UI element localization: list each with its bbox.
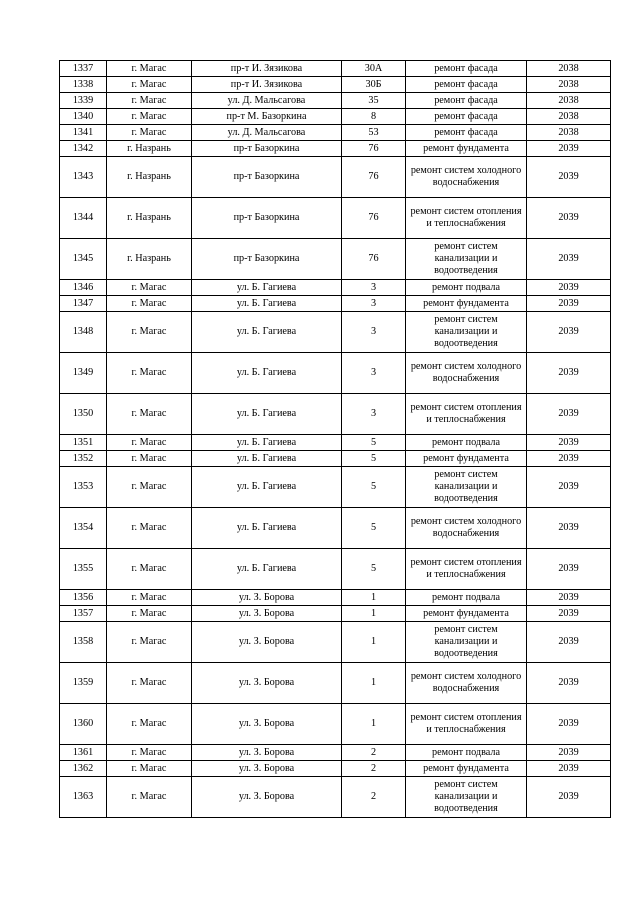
house-number-cell: 30Б xyxy=(342,77,406,93)
work-type-cell: ремонт подвала xyxy=(406,745,527,761)
year-cell: 2038 xyxy=(527,61,611,77)
row-number-cell: 1352 xyxy=(60,451,107,467)
house-number-cell: 1 xyxy=(342,606,406,622)
house-number-cell: 76 xyxy=(342,157,406,198)
row-number-cell: 1343 xyxy=(60,157,107,198)
street-cell: пр-т Базоркина xyxy=(192,239,342,280)
city-cell: г. Назрань xyxy=(107,239,192,280)
city-cell: г. Магас xyxy=(107,394,192,435)
city-cell: г. Магас xyxy=(107,508,192,549)
city-cell: г. Магас xyxy=(107,280,192,296)
street-cell: пр-т Базоркина xyxy=(192,198,342,239)
work-type-cell: ремонт систем холодного водоснабжения xyxy=(406,157,527,198)
street-cell: ул. З. Борова xyxy=(192,590,342,606)
house-number-cell: 5 xyxy=(342,451,406,467)
row-number-cell: 1345 xyxy=(60,239,107,280)
street-cell: ул. З. Борова xyxy=(192,777,342,818)
house-number-cell: 1 xyxy=(342,622,406,663)
house-number-cell: 3 xyxy=(342,353,406,394)
street-cell: ул. З. Борова xyxy=(192,663,342,704)
table-row xyxy=(60,93,611,109)
street-cell: ул. Б. Гагиева xyxy=(192,296,342,312)
year-cell: 2039 xyxy=(527,280,611,296)
house-number-cell: 3 xyxy=(342,394,406,435)
table-row xyxy=(60,109,611,125)
city-cell: г. Магас xyxy=(107,61,192,77)
year-cell: 2039 xyxy=(527,451,611,467)
table-row xyxy=(60,745,611,761)
city-cell: г. Магас xyxy=(107,549,192,590)
work-type-cell: ремонт систем канализации и водоотведения xyxy=(406,467,527,508)
table-body xyxy=(60,61,611,818)
house-number-cell: 1 xyxy=(342,704,406,745)
house-number-cell: 53 xyxy=(342,125,406,141)
street-cell: ул. Б. Гагиева xyxy=(192,451,342,467)
street-cell: ул. Б. Гагиева xyxy=(192,353,342,394)
street-cell: ул. З. Борова xyxy=(192,606,342,622)
house-number-cell: 3 xyxy=(342,280,406,296)
table-row xyxy=(60,467,611,508)
work-type-cell: ремонт фасада xyxy=(406,61,527,77)
work-type-cell: ремонт фундамента xyxy=(406,761,527,777)
house-number-cell: 5 xyxy=(342,435,406,451)
table-row xyxy=(60,61,611,77)
year-cell: 2039 xyxy=(527,312,611,353)
row-number-cell: 1363 xyxy=(60,777,107,818)
row-number-cell: 1358 xyxy=(60,622,107,663)
work-type-cell: ремонт систем канализации и водоотведения xyxy=(406,622,527,663)
work-type-cell: ремонт систем отопления и теплоснабжения xyxy=(406,198,527,239)
work-type-cell: ремонт систем холодного водоснабжения xyxy=(406,353,527,394)
house-number-cell: 76 xyxy=(342,141,406,157)
work-type-cell: ремонт систем отопления и теплоснабжения xyxy=(406,704,527,745)
city-cell: г. Магас xyxy=(107,77,192,93)
year-cell: 2039 xyxy=(527,590,611,606)
street-cell: пр-т М. Базоркина xyxy=(192,109,342,125)
city-cell: г. Магас xyxy=(107,704,192,745)
repair-schedule-table xyxy=(59,60,611,818)
house-number-cell: 2 xyxy=(342,761,406,777)
year-cell: 2039 xyxy=(527,761,611,777)
city-cell: г. Магас xyxy=(107,606,192,622)
row-number-cell: 1341 xyxy=(60,125,107,141)
city-cell: г. Магас xyxy=(107,777,192,818)
house-number-cell: 1 xyxy=(342,590,406,606)
work-type-cell: ремонт фундамента xyxy=(406,141,527,157)
house-number-cell: 3 xyxy=(342,296,406,312)
house-number-cell: 5 xyxy=(342,508,406,549)
table-row xyxy=(60,157,611,198)
house-number-cell: 3 xyxy=(342,312,406,353)
row-number-cell: 1356 xyxy=(60,590,107,606)
table-row xyxy=(60,549,611,590)
year-cell: 2038 xyxy=(527,125,611,141)
row-number-cell: 1354 xyxy=(60,508,107,549)
table-row xyxy=(60,353,611,394)
street-cell: ул. Б. Гагиева xyxy=(192,435,342,451)
table-row xyxy=(60,77,611,93)
year-cell: 2039 xyxy=(527,435,611,451)
street-cell: пр-т И. Зязикова xyxy=(192,61,342,77)
work-type-cell: ремонт систем канализации и водоотведения xyxy=(406,312,527,353)
house-number-cell: 5 xyxy=(342,467,406,508)
city-cell: г. Магас xyxy=(107,109,192,125)
year-cell: 2039 xyxy=(527,606,611,622)
table-row xyxy=(60,435,611,451)
work-type-cell: ремонт систем отопления и теплоснабжения xyxy=(406,394,527,435)
table-row xyxy=(60,508,611,549)
table-row xyxy=(60,296,611,312)
city-cell: г. Магас xyxy=(107,312,192,353)
street-cell: ул. З. Борова xyxy=(192,761,342,777)
table-row xyxy=(60,239,611,280)
house-number-cell: 2 xyxy=(342,777,406,818)
street-cell: ул. Б. Гагиева xyxy=(192,394,342,435)
year-cell: 2038 xyxy=(527,109,611,125)
street-cell: ул. Б. Гагиева xyxy=(192,467,342,508)
table-row xyxy=(60,198,611,239)
house-number-cell: 8 xyxy=(342,109,406,125)
city-cell: г. Магас xyxy=(107,467,192,508)
house-number-cell: 35 xyxy=(342,93,406,109)
row-number-cell: 1348 xyxy=(60,312,107,353)
row-number-cell: 1337 xyxy=(60,61,107,77)
year-cell: 2039 xyxy=(527,296,611,312)
row-number-cell: 1355 xyxy=(60,549,107,590)
street-cell: ул. Д. Мальсагова xyxy=(192,125,342,141)
street-cell: пр-т И. Зязикова xyxy=(192,77,342,93)
year-cell: 2038 xyxy=(527,93,611,109)
table-row xyxy=(60,141,611,157)
table-row xyxy=(60,704,611,745)
row-number-cell: 1349 xyxy=(60,353,107,394)
street-cell: ул. Б. Гагиева xyxy=(192,549,342,590)
row-number-cell: 1362 xyxy=(60,761,107,777)
street-cell: пр-т Базоркина xyxy=(192,141,342,157)
row-number-cell: 1342 xyxy=(60,141,107,157)
row-number-cell: 1360 xyxy=(60,704,107,745)
street-cell: ул. З. Борова xyxy=(192,745,342,761)
work-type-cell: ремонт систем канализации и водоотведения xyxy=(406,239,527,280)
year-cell: 2039 xyxy=(527,353,611,394)
work-type-cell: ремонт фасада xyxy=(406,109,527,125)
year-cell: 2039 xyxy=(527,622,611,663)
year-cell: 2039 xyxy=(527,549,611,590)
row-number-cell: 1346 xyxy=(60,280,107,296)
row-number-cell: 1351 xyxy=(60,435,107,451)
year-cell: 2039 xyxy=(527,239,611,280)
work-type-cell: ремонт систем холодного водоснабжения xyxy=(406,508,527,549)
house-number-cell: 30А xyxy=(342,61,406,77)
work-type-cell: ремонт подвала xyxy=(406,590,527,606)
house-number-cell: 76 xyxy=(342,198,406,239)
year-cell: 2039 xyxy=(527,663,611,704)
table-row xyxy=(60,280,611,296)
year-cell: 2039 xyxy=(527,157,611,198)
year-cell: 2039 xyxy=(527,508,611,549)
row-number-cell: 1339 xyxy=(60,93,107,109)
street-cell: ул. Б. Гагиева xyxy=(192,312,342,353)
year-cell: 2039 xyxy=(527,777,611,818)
street-cell: ул. Б. Гагиева xyxy=(192,280,342,296)
city-cell: г. Магас xyxy=(107,451,192,467)
city-cell: г. Назрань xyxy=(107,157,192,198)
year-cell: 2038 xyxy=(527,77,611,93)
year-cell: 2039 xyxy=(527,745,611,761)
table-row xyxy=(60,606,611,622)
table-row xyxy=(60,590,611,606)
house-number-cell: 76 xyxy=(342,239,406,280)
city-cell: г. Магас xyxy=(107,125,192,141)
table-row xyxy=(60,663,611,704)
city-cell: г. Назрань xyxy=(107,141,192,157)
table-row xyxy=(60,451,611,467)
street-cell: ул. З. Борова xyxy=(192,622,342,663)
work-type-cell: ремонт подвала xyxy=(406,280,527,296)
row-number-cell: 1357 xyxy=(60,606,107,622)
work-type-cell: ремонт подвала xyxy=(406,435,527,451)
table-row xyxy=(60,777,611,818)
work-type-cell: ремонт фасада xyxy=(406,125,527,141)
row-number-cell: 1350 xyxy=(60,394,107,435)
city-cell: г. Магас xyxy=(107,435,192,451)
work-type-cell: ремонт фасада xyxy=(406,77,527,93)
street-cell: ул. Б. Гагиева xyxy=(192,508,342,549)
city-cell: г. Магас xyxy=(107,663,192,704)
year-cell: 2039 xyxy=(527,704,611,745)
table-row xyxy=(60,761,611,777)
table-row xyxy=(60,312,611,353)
work-type-cell: ремонт фасада xyxy=(406,93,527,109)
work-type-cell: ремонт систем канализации и водоотведения xyxy=(406,777,527,818)
table-row xyxy=(60,394,611,435)
row-number-cell: 1347 xyxy=(60,296,107,312)
city-cell: г. Магас xyxy=(107,353,192,394)
city-cell: г. Назрань xyxy=(107,198,192,239)
year-cell: 2039 xyxy=(527,198,611,239)
year-cell: 2039 xyxy=(527,467,611,508)
work-type-cell: ремонт фундамента xyxy=(406,606,527,622)
street-cell: ул. З. Борова xyxy=(192,704,342,745)
street-cell: пр-т Базоркина xyxy=(192,157,342,198)
row-number-cell: 1359 xyxy=(60,663,107,704)
house-number-cell: 5 xyxy=(342,549,406,590)
work-type-cell: ремонт фундамента xyxy=(406,296,527,312)
city-cell: г. Магас xyxy=(107,761,192,777)
city-cell: г. Магас xyxy=(107,93,192,109)
row-number-cell: 1344 xyxy=(60,198,107,239)
year-cell: 2039 xyxy=(527,394,611,435)
row-number-cell: 1361 xyxy=(60,745,107,761)
street-cell: ул. Д. Мальсагова xyxy=(192,93,342,109)
table-row xyxy=(60,622,611,663)
row-number-cell: 1338 xyxy=(60,77,107,93)
year-cell: 2039 xyxy=(527,141,611,157)
house-number-cell: 2 xyxy=(342,745,406,761)
city-cell: г. Магас xyxy=(107,745,192,761)
row-number-cell: 1340 xyxy=(60,109,107,125)
work-type-cell: ремонт фундамента xyxy=(406,451,527,467)
work-type-cell: ремонт систем отопления и теплоснабжения xyxy=(406,549,527,590)
table-row xyxy=(60,125,611,141)
city-cell: г. Магас xyxy=(107,590,192,606)
row-number-cell: 1353 xyxy=(60,467,107,508)
city-cell: г. Магас xyxy=(107,296,192,312)
city-cell: г. Магас xyxy=(107,622,192,663)
house-number-cell: 1 xyxy=(342,663,406,704)
work-type-cell: ремонт систем холодного водоснабжения xyxy=(406,663,527,704)
